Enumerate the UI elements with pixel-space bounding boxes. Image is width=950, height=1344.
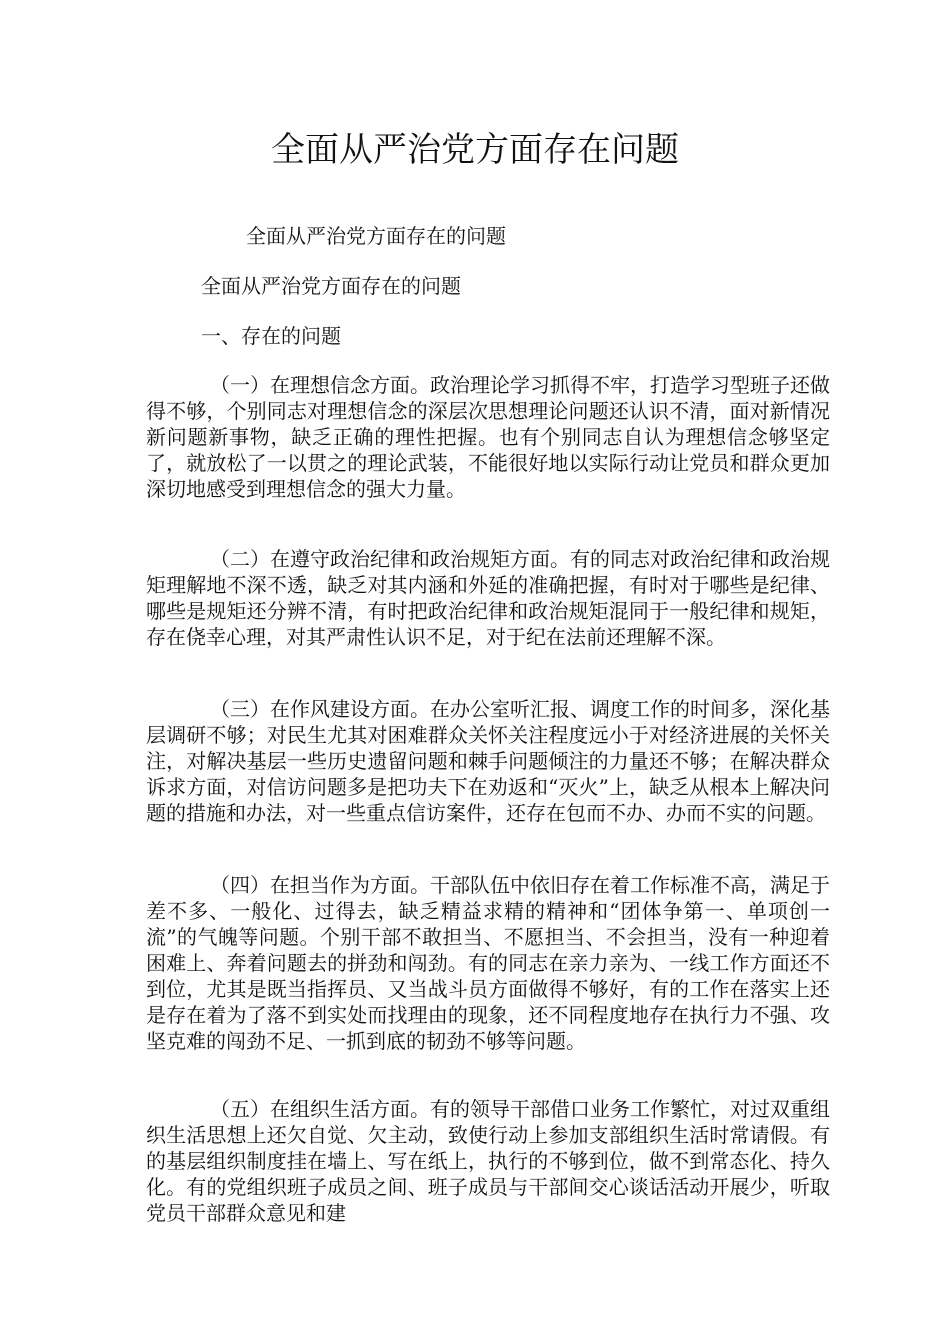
- section-heading: 一、存在的问题: [201, 324, 341, 348]
- repeated-heading: 全面从严治党方面存在的问题: [201, 274, 461, 298]
- paragraph-work-style: （三）在作风建设方面。在办公室听汇报、调度工作的时间多，深化基层调研不够；对民生尤其对困难群众关怀关注程度远小于对经济进展的关怀关注，对解决基层一些历史遗留问题和棘手问题倾注的力量还不够；在解决群众诉求方面，对信访问题多是把功夫下在劝返和“灭火”上，缺乏从根本上解决问题的措施和办法，对一些重点信访案件，还存在包而不办、办而不实的问题。: [146, 697, 830, 825]
- paragraph-discipline: （二）在遵守政治纪律和政治规矩方面。有的同志对政治纪律和政治规矩理解地不深不透，缺乏对其内涵和外延的准确把握，有时对于哪些是纪律、哪些是规矩还分辨不清，有时把政治纪律和政治规矩混同于一般纪律和规矩，存在侥幸心理，对其严肃性认识不足，对于纪在法前还理解不深。: [146, 547, 830, 649]
- paragraph-ideals: （一）在理想信念方面。政治理论学习抓得不牢，打造学习型班子还做得不够，个别同志对理想信念的深层次思想理论问题还认识不清，面对新情况新问题新事物，缺乏正确的理性把握。也有个别同志自认为理想信念够坚定了，就放松了一以贯之的理论武装，不能很好地以实际行动让党员和群众更加深切地感受到理想信念的强大力量。: [146, 373, 830, 501]
- document-title: 全面从严治党方面存在问题: [271, 130, 679, 170]
- paragraph-responsibility: （四）在担当作为方面。干部队伍中依旧存在着工作标准不高，满足于差不多、一般化、过得去，缺乏精益求精的精神和“团体争第一、单项创一流”的气魄等问题。个别干部不敢担当、不愿担当、不会担当，没有一种迎着困难上、奔着问题去的拼劲和闯劲。有的同志在亲力亲为、一线工作方面还不到位，尤其是既当指挥员、又当战斗员方面做得不够好，有的工作在落实上还是存在着为了落不到实处而找理由的现象，还不同程度地存在执行力不强、攻坚克难的闯劲不足、一抓到底的韧劲不够等问题。: [146, 873, 830, 1053]
- paragraph-organizational-life: （五）在组织生活方面。有的领导干部借口业务工作繁忙，对过双重组织生活思想上还欠自觉、欠主动，致使行动上参加支部组织生活时常请假。有的基层组织制度挂在墙上、写在纸上，执行的不够到位，做不到常态化、持久化。有的党组织班子成员之间、班子成员与干部间交心谈话活动开展少，听取党员干部群众意见和建: [146, 1097, 830, 1225]
- document-subtitle: 全面从严治党方面存在的问题: [246, 224, 506, 248]
